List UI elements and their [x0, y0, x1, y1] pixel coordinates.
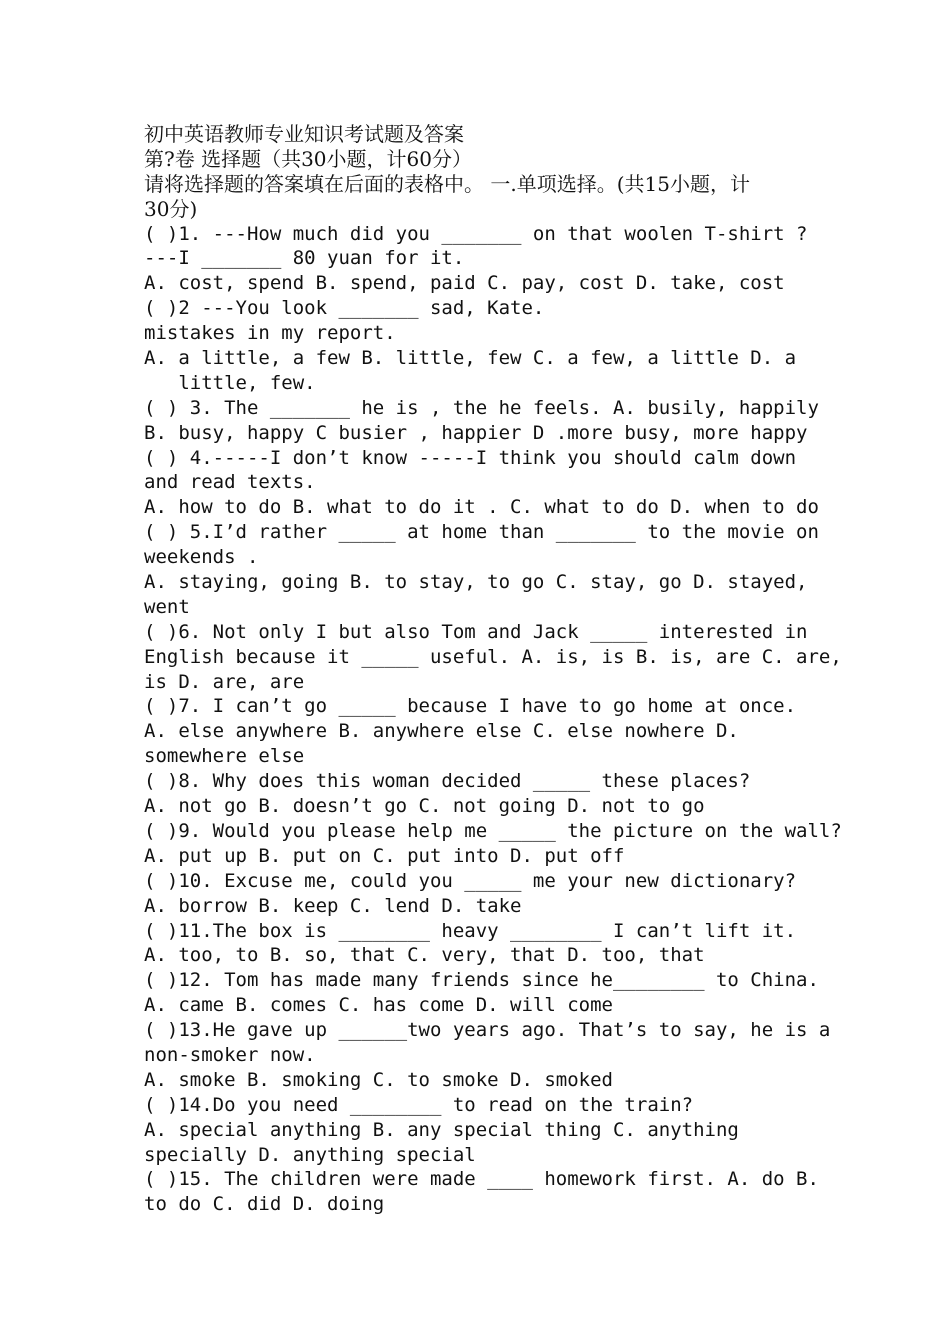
question-line: ( ) 4.-----I don’t know -----I think you should calm down — [144, 446, 797, 469]
question-line: non-smoker now. — [144, 1043, 316, 1066]
options-line: is D. are, are — [144, 670, 305, 693]
question-line: ( )13.He gave up ______two years ago. That’s to say, he is a — [144, 1019, 831, 1042]
options-line: A. else anywhere B. anywhere else C. else nowhere D. — [144, 720, 739, 743]
question-line: ( )10. Excuse me, could you _____ me your new dictionary? — [144, 869, 797, 892]
options-line: A. smoke B. smoking C. to smoke D. smoked — [144, 1068, 613, 1091]
instruction-line: 请将选择题的答案填在后面的表格中。 一.单项选择。(共15小题，计 — [144, 171, 750, 196]
options-line: A. special anything B. any special thing C. anything — [144, 1118, 739, 1141]
options-line: specially D. anything special — [144, 1143, 476, 1166]
question-line: ( ) 5.I’d rather _____ at home than _______ to the movie on — [144, 521, 819, 544]
question-line: ( )7. I can’t go _____ because I have to go home at once. — [144, 695, 797, 718]
question-line: ( ) 3. The _______ he is , the he feels. A. busily, happily — [144, 396, 819, 419]
options-line: B. busy, happy C busier , happier D .more busy, more happy — [144, 421, 808, 444]
options-line: A. a little, a few B. little, few C. a few, a little D. a — [144, 347, 797, 370]
options-line: A. put up B. put on C. put into D. put off — [144, 844, 625, 867]
question-line: ( )15. The children were made ____ homework first. A. do B. — [144, 1168, 819, 1191]
question-line: ( )9. Would you please help me _____ the picture on the wall? — [144, 819, 842, 842]
options-line: A. how to do B. what to do it . C. what to do D. when to do — [144, 496, 819, 519]
options-line: somewhere else — [144, 745, 305, 768]
options-line: went — [144, 595, 190, 618]
question-line: ---I _______ 80 yuan for it. — [144, 247, 465, 270]
options-line: A. cost, spend B. spend, paid C. pay, cost D. take, cost — [144, 272, 785, 295]
options-line: A. borrow B. keep C. lend D. take — [144, 894, 522, 917]
question-line: ( )1. ---How much did you _______ on that woolen T-shirt ? — [144, 222, 808, 245]
question-line: ( )14.Do you need ________ to read on the train? — [144, 1093, 694, 1116]
document-title: 初中英语教师专业知识考试题及答案 — [144, 122, 464, 146]
question-line: mistakes in my report. — [144, 322, 396, 345]
options-line: A. came B. comes C. has come D. will come — [144, 994, 613, 1017]
question-line: English because it _____ useful. A. is, is B. is, are C. are, — [144, 645, 842, 668]
question-line: ( )2 ---You look _______ sad, Kate. — [144, 297, 545, 320]
options-line: A. not go B. doesn’t go C. not going D. not to go — [144, 795, 705, 818]
document-body — [144, 122, 842, 1217]
question-line: and read texts. — [144, 471, 316, 494]
question-line: ( )6. Not only I but also Tom and Jack _____ interested in — [144, 620, 808, 643]
options-line: to do C. did D. doing — [144, 1193, 385, 1216]
options-line: A. staying, going B. to stay, to go C. stay, go D. stayed, — [144, 571, 808, 594]
options-line: A. too, to B. so, that C. very, that D. too, that — [144, 944, 705, 967]
instruction-line: 30分) — [144, 196, 198, 221]
question-line: weekends . — [144, 546, 259, 569]
question-line: ( )12. Tom has made many friends since he________ to China. — [144, 969, 819, 992]
section-heading: 第?卷 选择题（共30小题，计60分） — [144, 146, 472, 171]
options-line: little, few. — [144, 371, 316, 394]
question-line: ( )8. Why does this woman decided _____ these places? — [144, 770, 751, 793]
question-line: ( )11.The box is ________ heavy ________ I can’t lift it. — [144, 919, 797, 942]
